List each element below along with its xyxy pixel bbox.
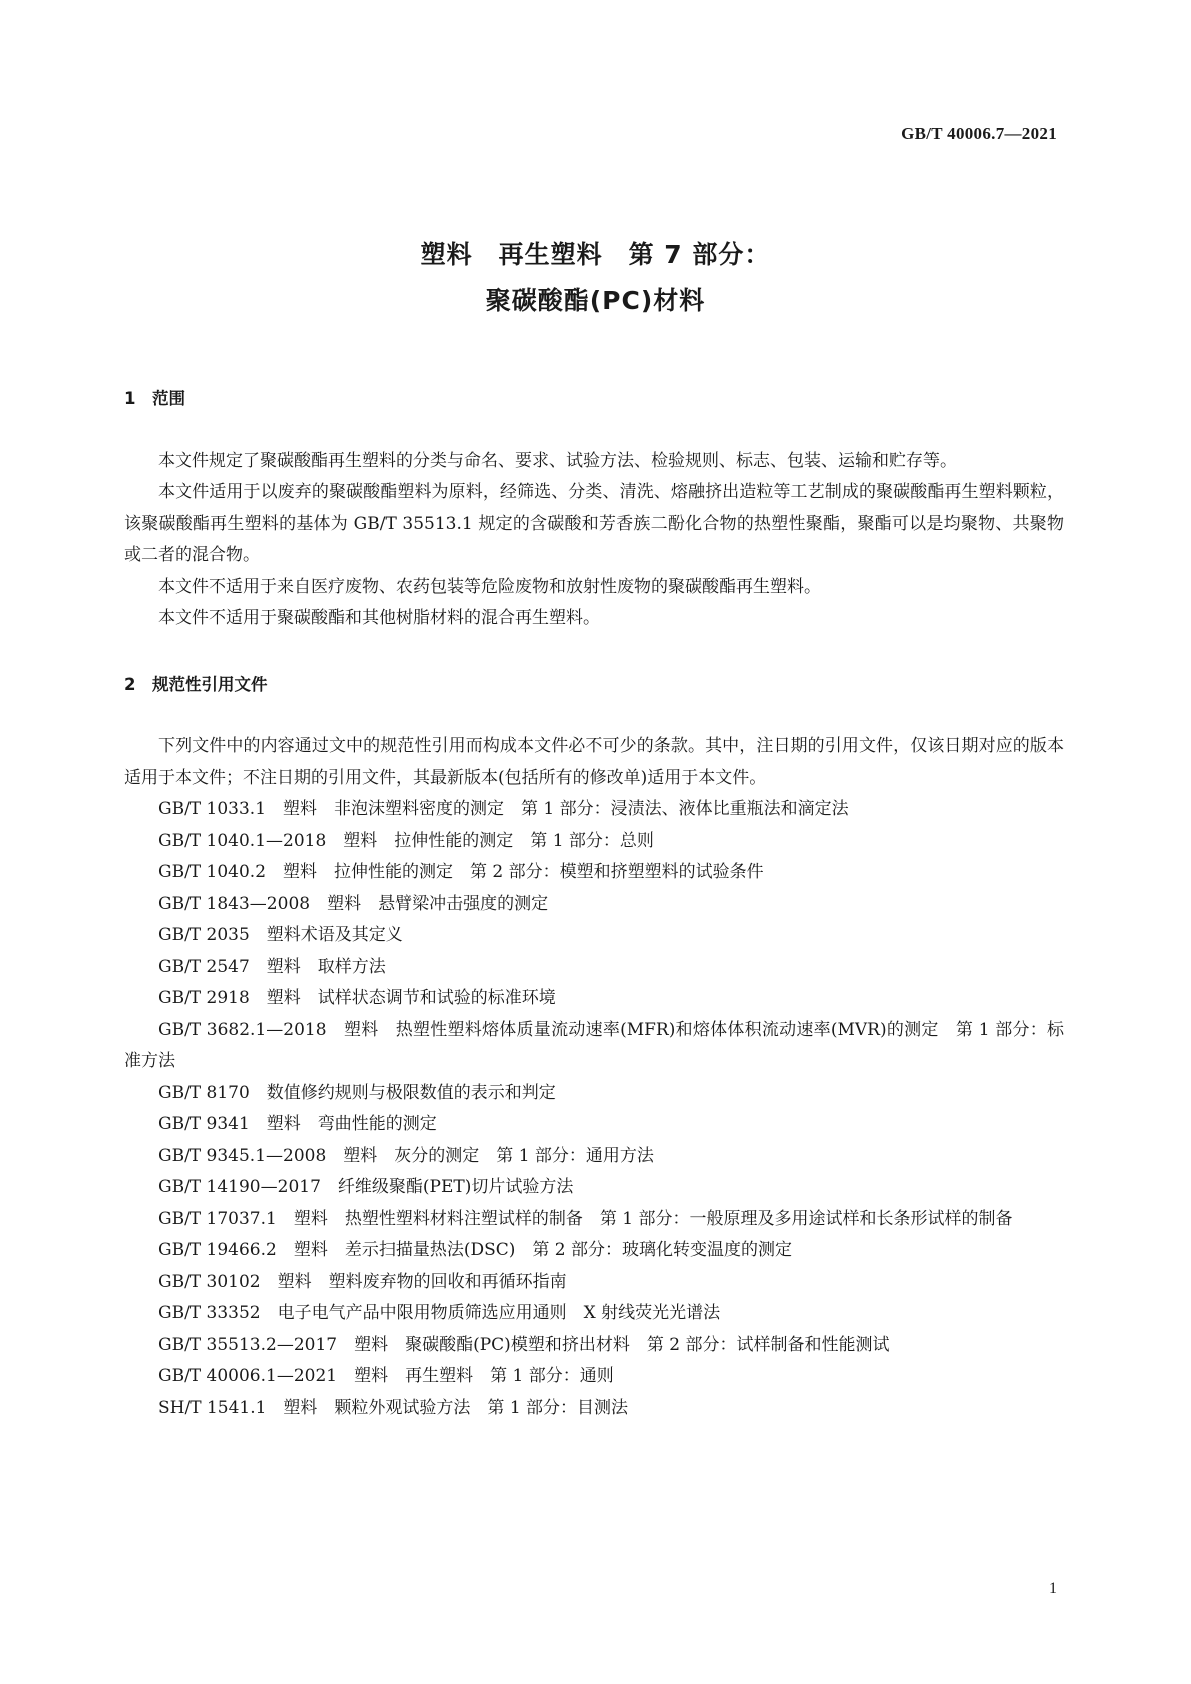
reference-item: GB/T 1040.2 塑料 拉伸性能的测定 第 2 部分：模塑和挤塑塑料的试验条件	[158, 862, 764, 882]
reference-item: GB/T 1843—2008 塑料 悬臂梁冲击强度的测定	[158, 893, 549, 914]
reference-item: GB/T 8170 数值修约规则与极限数值的表示和判定	[158, 1082, 556, 1103]
paragraph: 本文件不适用于来自医疗废物、农药包装等危险废物和放射性废物的聚碳酸酯再生塑料。	[158, 576, 821, 597]
page-number: 1	[1049, 1580, 1057, 1597]
paragraph: 本文件不适用于聚碳酸酯和其他树脂材料的混合再生塑料。	[158, 608, 600, 628]
reference-item: GB/T 2918 塑料 试样状态调节和试验的标准环境	[158, 988, 556, 1008]
reference-item: GB/T 9341 塑料 弯曲性能的测定	[158, 1114, 437, 1134]
paragraph: 下列文件中的内容通过文中的规范性引用而构成本文件必不可少的条款。其中，注日期的引用文件，仅该日期对应的版本适用于本文件；不注日期的引用文件，其最新版本(包括所有的修改单)适用于本文件。	[124, 736, 1064, 788]
reference-item: GB/T 14190—2017 纤维级聚酯(PET)切片试验方法	[158, 1177, 574, 1197]
paragraph: 本文件适用于以废弃的聚碳酸酯塑料为原料，经筛选、分类、清洗、熔融挤出造粒等工艺制成的聚碳酸酯再生塑料颗粒，该聚碳酸酯再生塑料的基体为 GB/T 35513.1 规定的含碳酸和芳香族二酚化合物的热塑性聚酯，聚酯可以是均聚物、共聚物或二者的混合物。	[124, 482, 1064, 565]
reference-item: GB/T 30102 塑料 塑料废弃物的回收和再循环指南	[158, 1271, 567, 1292]
title-line-2: 聚碳酸酯(PC)材料	[485, 286, 706, 315]
title-line-1: 塑料 再生塑料 第 7 部分：	[420, 240, 771, 269]
paragraph: 本文件规定了聚碳酸酯再生塑料的分类与命名、要求、试验方法、检验规则、标志、包装、运输和贮存等。	[158, 450, 957, 471]
reference-item: SH/T 1541.1 塑料 颗粒外观试验方法 第 1 部分：目测法	[158, 1397, 629, 1418]
standard-code: GB/T 40006.7—2021	[901, 124, 1057, 143]
document-title	[0, 232, 1191, 324]
reference-item: GB/T 1033.1 塑料 非泡沫塑料密度的测定 第 1 部分：浸渍法、液体比重瓶法和滴定法	[158, 799, 849, 819]
reference-item: GB/T 35513.2—2017 塑料 聚碳酸酯(PC)模塑和挤出材料 第 2 部分：试样制备和性能测试	[158, 1334, 890, 1355]
reference-item: GB/T 1040.1—2018 塑料 拉伸性能的测定 第 1 部分：总则	[158, 830, 654, 851]
reference-item: GB/T 2547 塑料 取样方法	[158, 956, 386, 977]
reference-item: GB/T 17037.1 塑料 热塑性塑料材料注塑试样的制备 第 1 部分：一般原理及多用途试样和长条形试样的制备	[158, 1208, 1013, 1229]
reference-item: GB/T 19466.2 塑料 差示扫描量热法(DSC) 第 2 部分：玻璃化转变温度的测定	[158, 1240, 793, 1260]
reference-list	[124, 794, 1064, 1424]
reference-item: GB/T 33352 电子电气产品中限用物质筛选应用通则 X 射线荧光光谱法	[158, 1303, 721, 1323]
reference-item: GB/T 2035 塑料术语及其定义	[158, 925, 403, 945]
reference-item: GB/T 40006.1—2021 塑料 再生塑料 第 1 部分：通则	[158, 1366, 614, 1386]
reference-item: GB/T 3682.1—2018 塑料 热塑性塑料熔体质量流动速率(MFR)和熔体体积流动速率(MVR)的测定 第 1 部分：标准方法	[124, 1019, 1064, 1071]
document-body	[124, 383, 1064, 1424]
section-heading-normative-references: 2 规范性引用文件	[124, 674, 268, 694]
section-heading-scope: 1 范围	[124, 389, 185, 408]
reference-item: GB/T 9345.1—2008 塑料 灰分的测定 第 1 部分：通用方法	[158, 1145, 654, 1166]
